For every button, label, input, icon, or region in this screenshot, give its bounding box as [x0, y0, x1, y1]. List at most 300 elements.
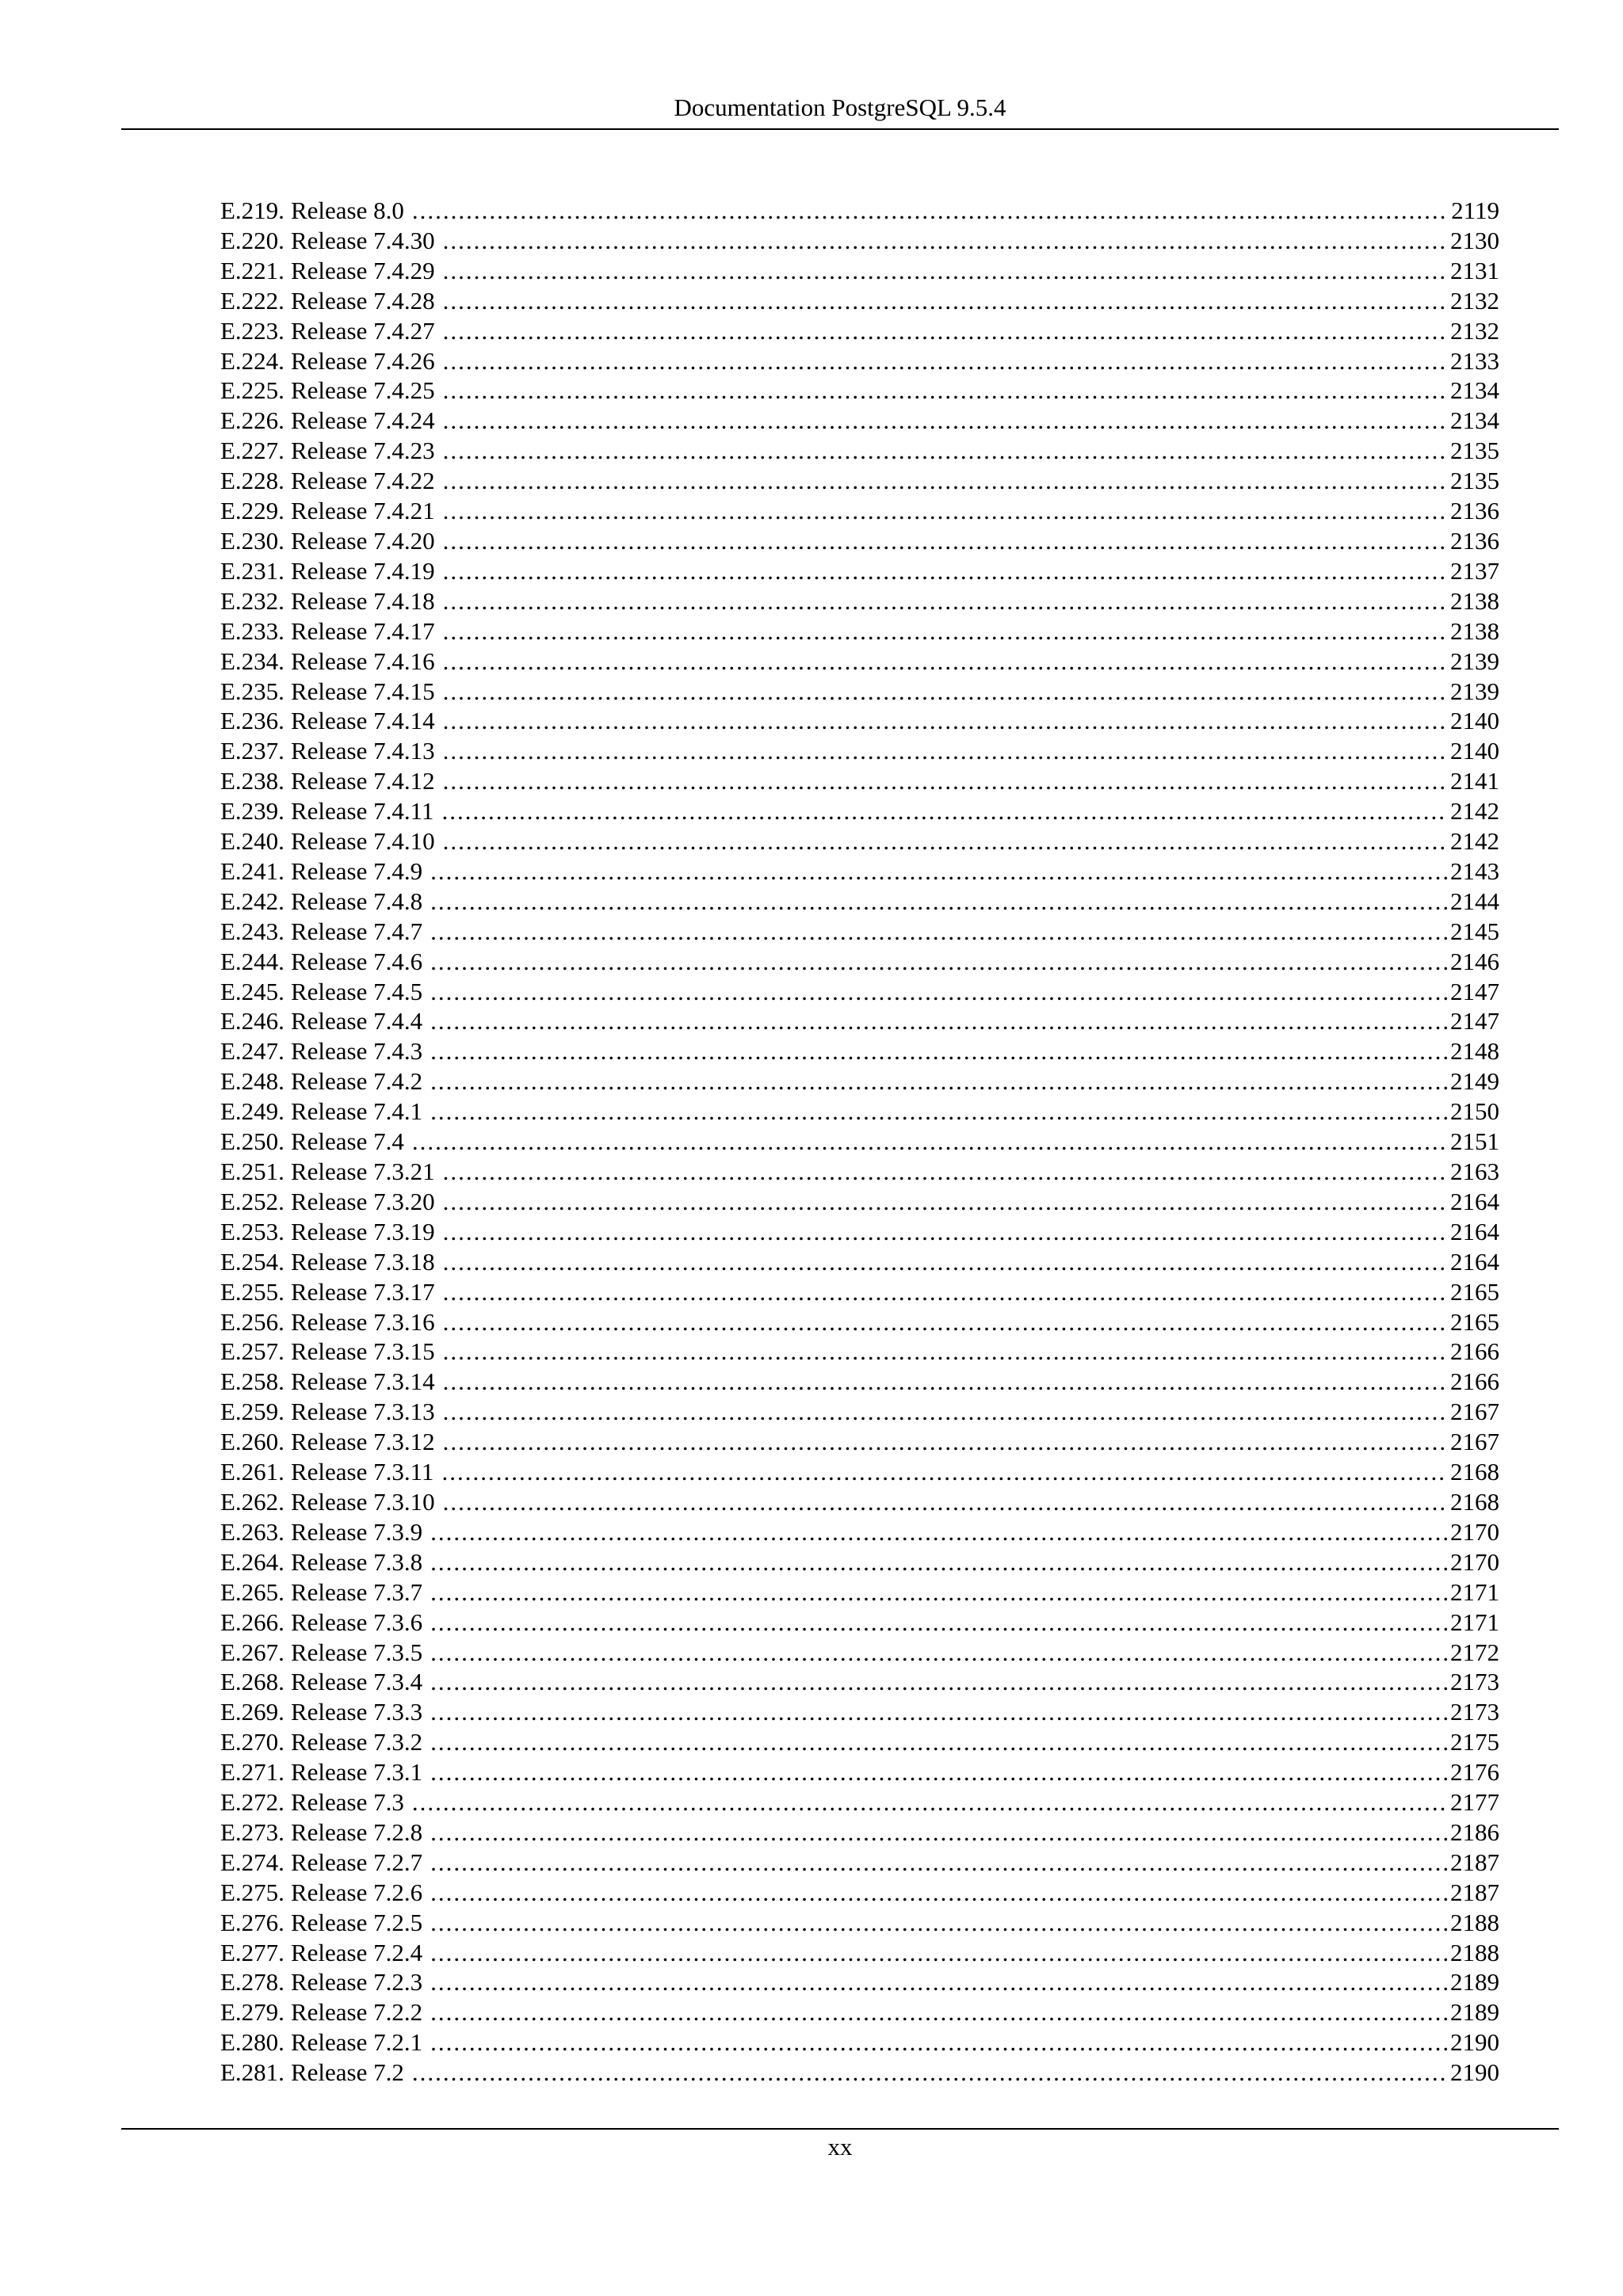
- toc-entry-page-number[interactable]: 2172: [1450, 1638, 1499, 1666]
- toc-entry[interactable]: [220, 706, 1499, 736]
- toc-entry-page-number[interactable]: 2145: [1450, 917, 1499, 945]
- toc-entry-number: E.251.: [220, 1158, 285, 1185]
- toc-entry-title[interactable]: Release 7.3.19: [290, 1217, 435, 1245]
- toc-entry[interactable]: [220, 1608, 1499, 1638]
- toc-dot-leader: [443, 1247, 1447, 1277]
- toc-entry-page-number[interactable]: 2165: [1450, 1277, 1499, 1306]
- toc-entry-number: E.229.: [220, 497, 285, 525]
- toc-entry[interactable]: [220, 826, 1499, 856]
- toc-dot-leader: [443, 706, 1447, 736]
- toc-entry-page-number[interactable]: 2190: [1450, 2028, 1499, 2057]
- toc-entry[interactable]: [220, 1157, 1499, 1187]
- toc-entry-title[interactable]: Release 7.3.15: [290, 1337, 435, 1366]
- toc-entry-page-number[interactable]: 2135: [1450, 467, 1499, 495]
- toc-entry-title[interactable]: Release 7.3.7: [290, 1577, 423, 1606]
- toc-entry[interactable]: [220, 766, 1499, 796]
- toc-entry-page-number[interactable]: 2140: [1450, 707, 1499, 735]
- toc-entry-title[interactable]: Release 7.4.21: [290, 497, 435, 525]
- toc-dot-leader: [443, 1187, 1447, 1217]
- toc-entry[interactable]: [220, 496, 1499, 526]
- toc-dot-leader: [443, 736, 1447, 766]
- toc-entry-title[interactable]: Release 7.3.20: [290, 1187, 435, 1215]
- toc-dot-leader: [430, 1878, 1447, 1908]
- toc-dot-leader: [430, 1577, 1447, 1608]
- toc-entry-number: E.243.: [220, 917, 285, 945]
- toc-entry-number: E.270.: [220, 1728, 285, 1756]
- toc-entry-title[interactable]: Release 7.4.28: [290, 286, 435, 315]
- toc-entry[interactable]: [220, 2058, 1499, 2088]
- toc-dot-leader: [430, 1817, 1447, 1848]
- toc-entry-number: E.252.: [220, 1187, 285, 1215]
- toc-dot-leader: [443, 526, 1447, 556]
- toc-entry-page-number[interactable]: 2136: [1450, 526, 1499, 555]
- toc-entry-page-number[interactable]: 2132: [1450, 286, 1499, 315]
- toc-dot-leader: [430, 1938, 1447, 1968]
- toc-entry-page-number[interactable]: 2143: [1450, 856, 1499, 885]
- toc-entry-number: E.271.: [220, 1758, 285, 1787]
- toc-entry-page-number[interactable]: 2150: [1450, 1097, 1499, 1126]
- toc-entry[interactable]: [220, 1638, 1499, 1668]
- page-number: xx: [827, 2133, 853, 2161]
- toc-dot-leader: [443, 436, 1447, 466]
- toc-entry[interactable]: [220, 1457, 1499, 1487]
- toc-dot-leader: [443, 616, 1447, 646]
- toc-entry-page-number[interactable]: 2173: [1450, 1698, 1499, 1726]
- toc-entry[interactable]: [220, 1397, 1499, 1427]
- toc-dot-leader: [430, 917, 1447, 947]
- toc-entry-title[interactable]: Release 7.2.3: [290, 1968, 423, 1997]
- toc-entry[interactable]: [220, 1697, 1499, 1727]
- toc-entry-number: E.225.: [220, 376, 285, 405]
- toc-entry-page-number[interactable]: 2166: [1450, 1367, 1499, 1396]
- toc-entry-page-number[interactable]: 2132: [1450, 316, 1499, 345]
- toc-dot-leader: [430, 1517, 1447, 1547]
- toc-entry-page-number[interactable]: 2188: [1450, 1908, 1499, 1936]
- toc-dot-leader: [443, 286, 1447, 316]
- toc-entry-title[interactable]: Release 7.4.17: [290, 616, 435, 645]
- toc-entry-title[interactable]: Release 7.3.13: [290, 1398, 435, 1426]
- toc-entry-number: E.224.: [220, 346, 285, 375]
- toc-entry[interactable]: [220, 1307, 1499, 1337]
- toc-entry-page-number[interactable]: 2173: [1450, 1668, 1499, 1696]
- toc-dot-leader: [430, 1848, 1447, 1878]
- toc-entry-page-number[interactable]: 2177: [1450, 1788, 1499, 1817]
- toc-entry-title[interactable]: Release 7.3.3: [290, 1698, 423, 1726]
- toc-entry-page-number[interactable]: 2141: [1450, 767, 1499, 795]
- toc-entry[interactable]: [220, 1487, 1499, 1517]
- toc-entry-title[interactable]: Release 7.3.14: [290, 1367, 435, 1396]
- toc-entry-number: E.279.: [220, 1998, 285, 2027]
- toc-entry-number: E.235.: [220, 677, 285, 705]
- toc-entry-title[interactable]: Release 7.4.3: [290, 1037, 423, 1066]
- toc-entry-page-number[interactable]: 2139: [1450, 646, 1499, 675]
- toc-dot-leader: [430, 1066, 1447, 1097]
- toc-entry[interactable]: [220, 856, 1499, 887]
- toc-entry-title[interactable]: Release 7.4.11: [290, 797, 434, 826]
- toc-entry-page-number[interactable]: 2163: [1450, 1158, 1499, 1185]
- toc-entry-title[interactable]: Release 7.3.2: [290, 1728, 423, 1756]
- toc-entry[interactable]: [220, 556, 1499, 586]
- toc-entry-title[interactable]: Release 7.3.12: [290, 1428, 435, 1456]
- toc-entry-page-number[interactable]: 2142: [1450, 827, 1499, 856]
- toc-dot-leader: [443, 376, 1447, 406]
- toc-entry-page-number[interactable]: 2171: [1450, 1577, 1499, 1606]
- toc-entry-number: E.241.: [220, 856, 285, 885]
- toc-dot-leader: [430, 947, 1447, 977]
- toc-entry-title[interactable]: Release 7.2.5: [290, 1908, 423, 1936]
- toc-entry-title[interactable]: Release 7.4.14: [290, 707, 435, 735]
- toc-entry-page-number[interactable]: 2190: [1450, 2058, 1499, 2087]
- toc-dot-leader: [412, 1127, 1447, 1157]
- toc-entry[interactable]: [220, 316, 1499, 346]
- toc-entry-page-number[interactable]: 2187: [1450, 1878, 1499, 1906]
- page-header-title: Documentation PostgreSQL 9.5.4: [674, 93, 1006, 121]
- toc-entry-title[interactable]: Release 7.3.8: [290, 1547, 423, 1576]
- toc-entry[interactable]: [220, 1247, 1499, 1277]
- toc-entry-number: E.281.: [220, 2058, 285, 2087]
- toc-entry[interactable]: [220, 1547, 1499, 1577]
- toc-entry-page-number[interactable]: 2148: [1450, 1037, 1499, 1066]
- toc-dot-leader: [443, 1367, 1447, 1397]
- toc-entry-page-number[interactable]: 2189: [1450, 1968, 1499, 1997]
- toc-entry-number: E.273.: [220, 1817, 285, 1846]
- toc-entry-page-number[interactable]: 2186: [1450, 1817, 1499, 1846]
- toc-dot-leader: [443, 1307, 1447, 1337]
- toc-entry-title[interactable]: Release 7.3.1: [290, 1758, 423, 1787]
- toc-entry-page-number[interactable]: 2146: [1450, 947, 1499, 975]
- toc-entry[interactable]: [220, 887, 1499, 917]
- toc-entry-number: E.239.: [220, 797, 285, 826]
- toc-dot-leader: [430, 1757, 1447, 1787]
- toc-entry-page-number[interactable]: 2175: [1450, 1728, 1499, 1756]
- toc-entry-page-number[interactable]: 2147: [1450, 1007, 1499, 1035]
- toc-entry-number: E.222.: [220, 286, 285, 315]
- toc-entry-number: E.260.: [220, 1428, 285, 1456]
- toc-entry-page-number[interactable]: 2165: [1450, 1307, 1499, 1336]
- toc-entry[interactable]: [220, 736, 1499, 766]
- toc-entry-number: E.259.: [220, 1398, 285, 1426]
- toc-entry[interactable]: [220, 466, 1499, 496]
- toc-entry[interactable]: [220, 1667, 1499, 1697]
- toc-entry[interactable]: [220, 226, 1499, 256]
- toc-entry-title[interactable]: Release 7.4.30: [290, 226, 435, 254]
- toc-entry-page-number[interactable]: 2136: [1450, 497, 1499, 525]
- toc-entry-title[interactable]: Release 7.4.18: [290, 586, 435, 615]
- toc-entry-number: E.226.: [220, 406, 285, 435]
- toc-entry-title[interactable]: Release 7.3.4: [290, 1668, 423, 1696]
- toc-entry-number: E.250.: [220, 1127, 285, 1156]
- toc-dot-leader: [430, 1997, 1447, 2027]
- toc-entry-page-number[interactable]: 2134: [1450, 376, 1499, 405]
- toc-entry-number: E.245.: [220, 977, 285, 1005]
- toc-entry[interactable]: [220, 1337, 1499, 1367]
- toc-entry-number: E.238.: [220, 767, 285, 795]
- toc-entry-title[interactable]: Release 7.4.22: [290, 467, 435, 495]
- toc-entry-title[interactable]: Release 7.4.8: [290, 887, 423, 915]
- toc-dot-leader: [443, 1217, 1447, 1247]
- toc-entry[interactable]: [220, 1817, 1499, 1848]
- toc-entry-page-number[interactable]: 2187: [1450, 1848, 1499, 1876]
- toc-dot-leader: [430, 1608, 1447, 1638]
- toc-entry-number: E.262.: [220, 1487, 285, 1516]
- toc-entry-page-number[interactable]: 2135: [1450, 437, 1499, 465]
- toc-entry-title[interactable]: Release 7.4.12: [290, 767, 435, 795]
- toc-entry[interactable]: [220, 1997, 1499, 2027]
- toc-entry[interactable]: [220, 1878, 1499, 1908]
- toc-entry-page-number[interactable]: 2131: [1450, 256, 1499, 284]
- toc-dot-leader: [443, 646, 1447, 677]
- toc-entry-page-number[interactable]: 2151: [1450, 1127, 1499, 1156]
- toc-entry-title[interactable]: Release 7.3.11: [290, 1458, 434, 1486]
- toc-dot-leader: [441, 1457, 1447, 1487]
- toc-entry[interactable]: [220, 1036, 1499, 1066]
- toc-entry-page-number[interactable]: 2168: [1450, 1458, 1499, 1486]
- toc-entry[interactable]: [220, 1277, 1499, 1307]
- toc-entry[interactable]: [220, 796, 1499, 826]
- toc-entry-number: E.274.: [220, 1848, 285, 1876]
- toc-entry-number: E.269.: [220, 1698, 285, 1726]
- toc-dot-leader: [430, 887, 1447, 917]
- toc-entry-page-number[interactable]: 2147: [1450, 977, 1499, 1005]
- toc-dot-leader: [430, 1908, 1447, 1938]
- toc-dot-leader: [443, 1277, 1447, 1307]
- toc-entry-page-number[interactable]: 2166: [1450, 1337, 1499, 1366]
- toc-dot-leader: [430, 1697, 1447, 1727]
- toc-entry[interactable]: [220, 1787, 1499, 1817]
- toc-entry-number: E.261.: [220, 1458, 285, 1486]
- toc-entry-page-number[interactable]: 2142: [1450, 797, 1499, 826]
- toc-entry-number: E.244.: [220, 947, 285, 975]
- toc-entry-title[interactable]: Release 7.4.10: [290, 827, 435, 856]
- toc-entry[interactable]: [220, 1427, 1499, 1457]
- toc-entry-title[interactable]: Release 7.3.10: [290, 1487, 435, 1516]
- toc-dot-leader: [430, 977, 1447, 1007]
- toc-entry[interactable]: [220, 1066, 1499, 1097]
- toc-entry-title[interactable]: Release 7.4.4: [290, 1007, 423, 1035]
- toc-entry-number: E.230.: [220, 526, 285, 555]
- toc-entry-number: E.255.: [220, 1277, 285, 1306]
- toc-entry-number: E.256.: [220, 1307, 285, 1336]
- toc-entry-page-number[interactable]: 2170: [1450, 1547, 1499, 1576]
- toc-entry-page-number[interactable]: 2140: [1450, 737, 1499, 765]
- toc-entry-title[interactable]: Release 7.3.5: [290, 1638, 423, 1666]
- header-divider: [121, 128, 1559, 130]
- toc-entry[interactable]: [220, 586, 1499, 616]
- toc-entry[interactable]: [220, 1577, 1499, 1608]
- toc-entry-title[interactable]: Release 7.2.4: [290, 1938, 423, 1966]
- toc-entry[interactable]: [220, 1187, 1499, 1217]
- toc-entry[interactable]: [220, 376, 1499, 406]
- toc-dot-leader: [443, 346, 1447, 376]
- toc-entry-page-number[interactable]: 2119: [1451, 196, 1499, 224]
- toc-entry-title[interactable]: Release 7.4.19: [290, 556, 435, 585]
- toc-entry-number: E.253.: [220, 1217, 285, 1245]
- toc-entry-title[interactable]: Release 7.4.25: [290, 376, 435, 405]
- toc-dot-leader: [443, 256, 1447, 286]
- toc-entry-title[interactable]: Release 7.3.21: [290, 1158, 435, 1185]
- toc-entry-number: E.219.: [220, 196, 285, 224]
- toc-entry-page-number[interactable]: 2171: [1450, 1608, 1499, 1636]
- toc-entry[interactable]: [220, 346, 1499, 376]
- toc-dot-leader: [430, 1727, 1447, 1757]
- toc-entry[interactable]: [220, 406, 1499, 436]
- toc-dot-leader: [412, 1787, 1447, 1817]
- toc-entry-title[interactable]: Release 7.4.20: [290, 526, 435, 555]
- toc-entry-title[interactable]: Release 7.2.2: [290, 1998, 423, 2027]
- toc-entry-page-number[interactable]: 2167: [1450, 1398, 1499, 1426]
- toc-entry-number: E.223.: [220, 316, 285, 345]
- toc-entry-title[interactable]: Release 7.4.24: [290, 406, 435, 435]
- toc-entry-number: E.254.: [220, 1247, 285, 1276]
- toc-dot-leader: [443, 1487, 1447, 1517]
- toc-entry-page-number[interactable]: 2164: [1450, 1217, 1499, 1245]
- toc-entry[interactable]: [220, 1757, 1499, 1787]
- toc-entry-page-number[interactable]: 2176: [1450, 1758, 1499, 1787]
- toc-dot-leader: [430, 856, 1447, 887]
- toc-dot-leader: [443, 406, 1447, 436]
- toc-entry-page-number[interactable]: 2189: [1450, 1998, 1499, 2027]
- toc-entry-title[interactable]: Release 7.4.7: [290, 917, 423, 945]
- toc-dot-leader: [443, 1157, 1447, 1187]
- toc-entry-number: E.263.: [220, 1517, 285, 1546]
- toc-entry-number: E.233.: [220, 616, 285, 645]
- toc-entry[interactable]: [220, 1848, 1499, 1878]
- toc-entry[interactable]: [220, 1097, 1499, 1127]
- toc-entry-page-number[interactable]: 2164: [1450, 1187, 1499, 1215]
- toc-entry[interactable]: [220, 286, 1499, 316]
- toc-entry-title[interactable]: Release 7.3.18: [290, 1247, 435, 1276]
- toc-entry-number: E.272.: [220, 1788, 285, 1817]
- toc-entry-title[interactable]: Release 7.3.17: [290, 1277, 435, 1306]
- toc-entry[interactable]: [220, 1967, 1499, 1997]
- toc-entry[interactable]: [220, 677, 1499, 707]
- toc-entry-title[interactable]: Release 7.2: [290, 2058, 404, 2087]
- toc-dot-leader: [443, 677, 1447, 707]
- toc-entry-number: E.242.: [220, 887, 285, 915]
- toc-dot-leader: [430, 1547, 1447, 1577]
- toc-dot-leader: [412, 196, 1448, 226]
- toc-entry-title[interactable]: Release 7.2.6: [290, 1878, 423, 1906]
- toc-dot-leader: [430, 1036, 1447, 1066]
- toc-entry-page-number[interactable]: 2130: [1450, 226, 1499, 254]
- toc-entry-title[interactable]: Release 7.2.7: [290, 1848, 423, 1876]
- toc-entry[interactable]: [220, 646, 1499, 677]
- toc-entry-title[interactable]: Release 7.3.9: [290, 1517, 423, 1546]
- toc-entry-page-number[interactable]: 2138: [1450, 616, 1499, 645]
- toc-entry[interactable]: [220, 1367, 1499, 1397]
- toc-entry-title[interactable]: Release 7.4.29: [290, 256, 435, 284]
- toc-entry[interactable]: [220, 1517, 1499, 1547]
- toc-entry-page-number[interactable]: 2139: [1450, 677, 1499, 705]
- toc-dot-leader: [443, 586, 1447, 616]
- toc-entry-title[interactable]: Release 7.3: [290, 1788, 404, 1817]
- table-of-contents: [220, 196, 1499, 2088]
- toc-dot-leader: [443, 556, 1447, 586]
- toc-entry-page-number[interactable]: 2188: [1450, 1938, 1499, 1966]
- toc-entry-page-number[interactable]: 2134: [1450, 406, 1499, 435]
- toc-entry-title[interactable]: Release 7.2.8: [290, 1817, 423, 1846]
- toc-entry-title[interactable]: Release 7.4.26: [290, 346, 435, 375]
- toc-entry-title[interactable]: Release 7.4.5: [290, 977, 423, 1005]
- toc-entry[interactable]: [220, 1127, 1499, 1157]
- toc-dot-leader: [443, 1427, 1447, 1457]
- toc-entry-number: E.247.: [220, 1037, 285, 1066]
- toc-entry[interactable]: [220, 977, 1499, 1007]
- toc-entry-title[interactable]: Release 7.4.1: [290, 1097, 423, 1126]
- toc-entry-page-number[interactable]: 2144: [1450, 887, 1499, 915]
- toc-entry-number: E.231.: [220, 556, 285, 585]
- toc-entry-title[interactable]: Release 7.4: [290, 1127, 404, 1156]
- toc-entry-title[interactable]: Release 7.3.16: [290, 1307, 435, 1336]
- toc-entry-number: E.249.: [220, 1097, 285, 1126]
- toc-entry[interactable]: [220, 436, 1499, 466]
- toc-entry-title[interactable]: Release 7.4.2: [290, 1067, 423, 1096]
- toc-entry-title[interactable]: Release 7.3.6: [290, 1608, 423, 1636]
- toc-entry-page-number[interactable]: 2137: [1450, 556, 1499, 585]
- toc-dot-leader: [430, 1667, 1447, 1697]
- toc-entry-number: E.248.: [220, 1067, 285, 1096]
- toc-entry[interactable]: [220, 1727, 1499, 1757]
- toc-dot-leader: [443, 316, 1447, 346]
- toc-dot-leader: [443, 226, 1447, 256]
- toc-dot-leader: [430, 1638, 1447, 1668]
- toc-entry[interactable]: [220, 616, 1499, 646]
- toc-entry[interactable]: [220, 917, 1499, 947]
- toc-entry-page-number[interactable]: 2170: [1450, 1517, 1499, 1546]
- toc-entry[interactable]: [220, 1217, 1499, 1247]
- toc-entry-title[interactable]: Release 7.4.13: [290, 737, 435, 765]
- toc-dot-leader: [443, 466, 1447, 496]
- toc-entry-title[interactable]: Release 7.4.9: [290, 856, 423, 885]
- toc-entry-page-number[interactable]: 2167: [1450, 1428, 1499, 1456]
- toc-entry[interactable]: [220, 1908, 1499, 1938]
- toc-entry-number: E.237.: [220, 737, 285, 765]
- toc-entry[interactable]: [220, 2027, 1499, 2058]
- toc-entry-number: E.236.: [220, 707, 285, 735]
- toc-entry-title[interactable]: Release 7.4.16: [290, 646, 435, 675]
- toc-entry-title[interactable]: Release 7.4.6: [290, 947, 423, 975]
- toc-entry-page-number[interactable]: 2149: [1450, 1067, 1499, 1096]
- toc-entry-number: E.232.: [220, 586, 285, 615]
- toc-entry-number: E.277.: [220, 1938, 285, 1966]
- toc-entry[interactable]: [220, 256, 1499, 286]
- toc-entry-title[interactable]: Release 7.4.23: [290, 437, 435, 465]
- toc-entry[interactable]: [220, 1938, 1499, 1968]
- toc-entry-number: E.228.: [220, 467, 285, 495]
- toc-entry[interactable]: [220, 526, 1499, 556]
- toc-entry-title[interactable]: Release 7.4.15: [290, 677, 435, 705]
- toc-entry-title[interactable]: Release 7.2.1: [290, 2028, 423, 2057]
- toc-entry-title[interactable]: Release 8.0: [290, 196, 404, 224]
- toc-dot-leader: [443, 826, 1447, 856]
- toc-entry-page-number[interactable]: 2138: [1450, 586, 1499, 615]
- toc-entry[interactable]: [220, 196, 1499, 226]
- footer-divider: [121, 2128, 1559, 2130]
- toc-entry-number: E.278.: [220, 1968, 285, 1997]
- toc-dot-leader: [443, 1397, 1447, 1427]
- toc-dot-leader: [430, 1097, 1447, 1127]
- toc-entry[interactable]: [220, 1006, 1499, 1036]
- toc-entry-page-number[interactable]: 2164: [1450, 1247, 1499, 1276]
- toc-entry-page-number[interactable]: 2168: [1450, 1487, 1499, 1516]
- toc-entry-page-number[interactable]: 2133: [1450, 346, 1499, 375]
- toc-entry-number: E.221.: [220, 256, 285, 284]
- toc-entry-title[interactable]: Release 7.4.27: [290, 316, 435, 345]
- toc-entry-number: E.266.: [220, 1608, 285, 1636]
- toc-entry-number: E.264.: [220, 1547, 285, 1576]
- toc-entry[interactable]: [220, 947, 1499, 977]
- toc-entry-number: E.227.: [220, 437, 285, 465]
